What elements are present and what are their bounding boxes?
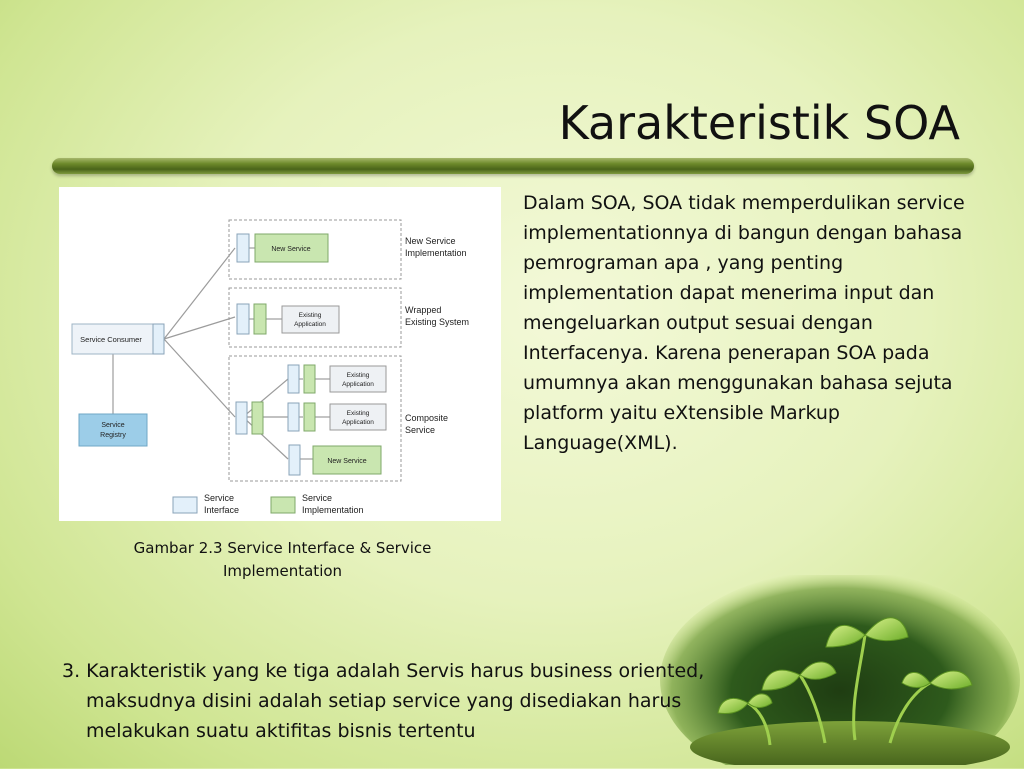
existing-b-label-1: Existing <box>346 410 370 417</box>
interface-box-wrapped <box>237 304 249 334</box>
label-new-impl-2: Implementation <box>405 248 467 258</box>
legend-interface-label-2: Interface <box>204 505 240 515</box>
label-new-impl-1: New Service <box>405 236 456 246</box>
impl-box-existing-a <box>304 365 315 393</box>
existing-label-1: Existing <box>298 312 322 319</box>
legend-impl-label-2: Implementation <box>302 505 364 515</box>
impl-box-composite <box>252 402 263 434</box>
registry-label-2: Registry <box>100 432 126 439</box>
soa-diagram-figure <box>59 187 501 521</box>
interface-box-new <box>237 234 249 262</box>
existing-b-label-2: Application <box>342 419 374 426</box>
impl-box-wrapped <box>254 304 266 334</box>
new-service-label: New Service <box>271 246 311 253</box>
interface-box-composite <box>236 402 247 434</box>
consumer-label: Service Consumer <box>80 335 142 344</box>
existing-app-box-a <box>330 366 386 392</box>
legend-impl-swatch <box>271 497 295 513</box>
new-service-composite-label: New Service <box>327 458 367 465</box>
description-paragraph: Dalam SOA, SOA tidak memperdulikan service implementationnya di bangun dengan bahasa pemrograman apa , yang penting implementation dapat menerima input dan mengeluarkan output sesuai dengan Interfacenya. Karena penerapan SOA pada umumnya akan menggunakan bahasa sejuta platform yaitu eXtensible Markup Language(XML). <box>523 192 965 454</box>
figure-caption: Gambar 2.3 Service Interface & Service Implementation <box>133 539 432 580</box>
legend-impl-label-1: Service <box>302 493 333 503</box>
label-wrapped-2: Existing System <box>405 317 470 327</box>
label-composite-1: Composite <box>405 413 449 423</box>
registry-label-1: Service <box>101 422 125 429</box>
existing-app-box <box>282 306 339 333</box>
consumer-interface-box <box>153 324 164 354</box>
point-three-text: 3. Karakteristik yang ke tiga adalah Servis harus business oriented, maksudnya disini adalah setiap service yang disediakan harus melakukan suatu aktifitas bisnis tertentu <box>62 660 705 742</box>
legend-interface-label-1: Service <box>204 493 235 503</box>
interface-box-existing-b <box>288 403 299 431</box>
interface-box-new-composite <box>289 445 300 475</box>
slide-title: Karakteristik SOA <box>558 96 960 150</box>
existing-app-box-b <box>330 404 386 430</box>
title-divider <box>52 158 974 174</box>
impl-box-existing-b <box>304 403 315 431</box>
existing-a-label-1: Existing <box>346 372 370 379</box>
existing-label-2: Application <box>294 321 326 328</box>
legend-interface-swatch <box>173 497 197 513</box>
service-registry-box <box>79 414 147 446</box>
interface-box-existing-a <box>288 365 299 393</box>
existing-a-label-2: Application <box>342 381 374 388</box>
label-composite-2: Service <box>405 425 436 435</box>
label-wrapped-1: Wrapped <box>405 305 442 315</box>
